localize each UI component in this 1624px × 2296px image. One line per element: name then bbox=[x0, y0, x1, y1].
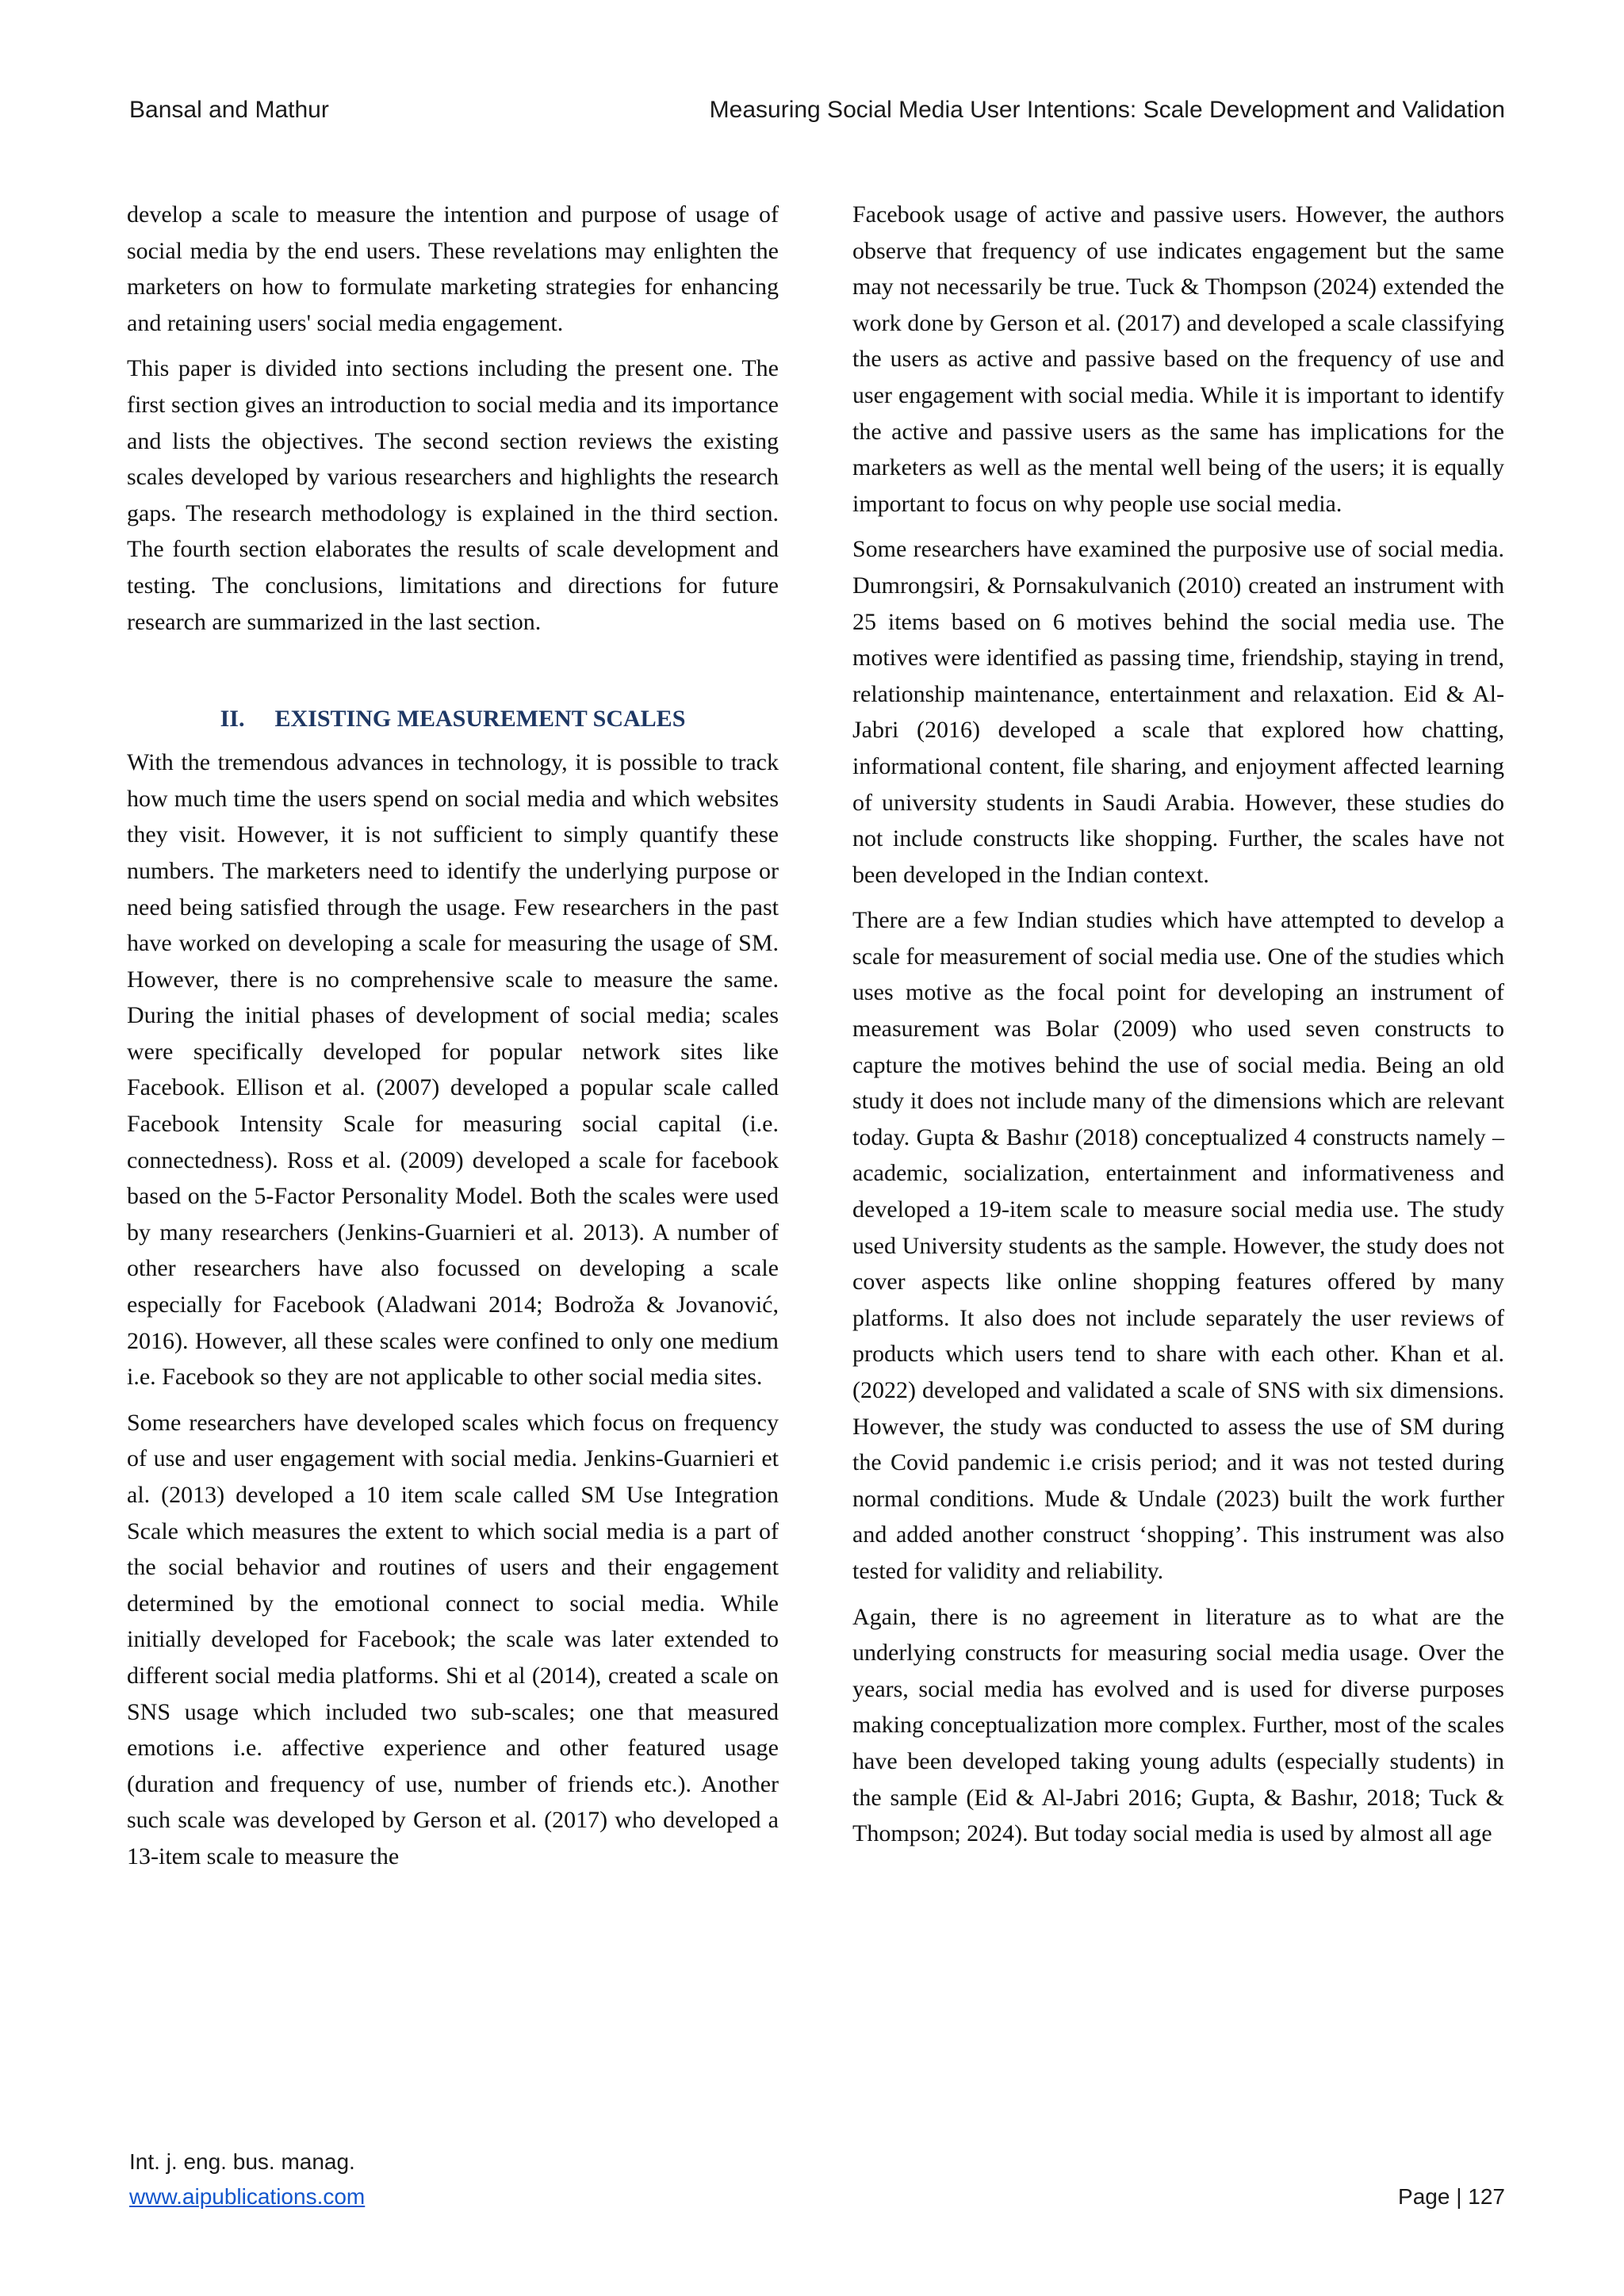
section-title: EXISTING MEASUREMENT SCALES bbox=[274, 706, 686, 733]
header-paper-title: Measuring Social Media User Intentions: Scale Development and Validation bbox=[709, 97, 1505, 123]
paragraph: Again, there is no agreement in literature as to what are the underlying constructs for measuring social media usage. Over the years, social media has evolved and is used for diverse purposes making conceptualization more complex. Further, most of the scales have been developed taking young adults (especially students) in the sample (Eid & Al-Jabri 2016; Gupta, & Bashır, 2018; Tuck & Thompson; 2024). But today social media is used by almost all age bbox=[852, 1603, 1504, 1847]
paragraph: Some researchers have examined the purposive use of social media. Dumrongsiri, & Pornsakulvanich (2010) created an instrument with 25 items based on 6 motives behind the social media use. The motives were identified as passing time, friendship, staying in trend, relationship maintenance, entertainment and relaxation. Eid & Al-Jabri (2016) developed a scale that explored how chatting, informational content, file sharing, and enjoyment affected learning of university students in Saudi Arabia. However, these studies do not include constructs like shopping. Further, the scales have not been developed in the Indian context. bbox=[852, 536, 1504, 888]
paragraph: Some researchers have developed scales which focus on frequency of use and user engagement with social media. Jenkins-Guarnieri et al. (2013) developed a 10 item scale called SM Use Integration Scale which measures the extent to which social media is a part of the social behavior and routines of users and their engagement determined by the emotional connect to social media. While initially developed for Facebook; the scale was later extended to different social media platforms. Shi et al (2014), created a scale on SNS usage which included two sub-scales; one that measured emotions i.e. affective experience and other featured usage (duration and frequency of use, number of friends etc.). Another such scale was developed by Gerson et al. (2017) who developed a 13-item scale to measure the bbox=[127, 1409, 779, 1869]
footer-journal-name: Int. j. eng. bus. manag. bbox=[129, 2149, 355, 2174]
paragraph: This paper is divided into sections including the present one. The first section gives an introduction to social media and its importance and lists the objectives. The second section reviews the existing scales developed by various researchers and highlights the research gaps. The research methodology is explained in the third section. The fourth section elaborates the results of scale development and testing. The conclusions, limitations and directions for future research are summarized in the last section. bbox=[127, 355, 779, 635]
section-number: II. bbox=[220, 706, 245, 733]
paragraph: Facebook usage of active and passive users. However, the authors observe that frequency of use indicates engagement but the same may not necessarily be true. Tuck & Thompson (2024) extended the work done by Gerson et al. (2017) and developed a scale classifying the users as active and passive based on the frequency of use and user engagement with social media. While it is important to identify the active and passive users as the same has implications for the marketers as well as the mental well being of the users; it is equally important to focus on why people use social media. bbox=[852, 201, 1504, 517]
header-authors: Bansal and Mathur bbox=[129, 97, 329, 123]
page-number: Page | 127 bbox=[1398, 2184, 1505, 2209]
paragraph: develop a scale to measure the intention and purpose of usage of social media by the end users. These revelations may enlighten the marketers on how to formulate marketing strategies for enhancing and retaining users' social media engagement. bbox=[127, 201, 779, 336]
left-column bbox=[127, 197, 779, 1885]
paragraph: There are a few Indian studies which have attempted to develop a scale for measurement of social media use. One of the studies which uses motive as the focal point for developing an instrument of measurement was Bolar (2009) who used seven constructs to capture the motives behind the use of social media. Being an old study it does not include many of the dimensions which are relevant today. Gupta & Bashır (2018) conceptualized 4 constructs namely – academic, socialization, entertainment and informativeness and developed a 19-item scale to measure social media use. The study used University students as the sample. However, the study does not cover aspects like online shopping features offered by many platforms. It also does not include separately the user reviews of products which users tend to share with each other. Khan et al. (2022) developed and validated a scale of SNS with six dimensions. However, the study was conducted to assess the use of SM during the Covid pandemic i.e crisis period; and it was not tested during normal conditions. Mude & Undale (2023) built the work further and added another construct ‘shopping’. This instrument was also tested for validity and reliability. bbox=[852, 907, 1504, 1584]
right-column bbox=[852, 197, 1504, 1862]
footer-website-link[interactable]: www.aipublications.com bbox=[129, 2184, 366, 2209]
running-header bbox=[0, 97, 1624, 135]
paragraph: With the tremendous advances in technology, it is possible to track how much time the users spend on social media and which websites they visit. However, it is not sufficient to simply quantify these numbers. The marketers need to identify the underlying purpose or need being satisfied through the usage. Few researchers in the past have worked on developing a scale for measuring the usage of SM. However, there is no comprehensive scale to measure the same. During the initial phases of development of social media; scales were specifically developed for popular network sites like Facebook. Ellison et al. (2007) developed a popular scale called Facebook Intensity Scale for measuring social capital (i.e. connectedness). Ross et al. (2009) developed a scale for facebook based on the 5-Factor Personality Model. Both the scales were used by many researchers (Jenkins-Guarnieri et al. 2013). A number of other researchers have also focussed on developing a scale especially for Facebook (Aladwani 2014; Bodroža & Jovanović, 2016). However, all these scales were confined to only one medium i.e. Facebook so they are not applicable to other social media sites. bbox=[127, 749, 779, 1391]
section-heading bbox=[127, 702, 779, 737]
